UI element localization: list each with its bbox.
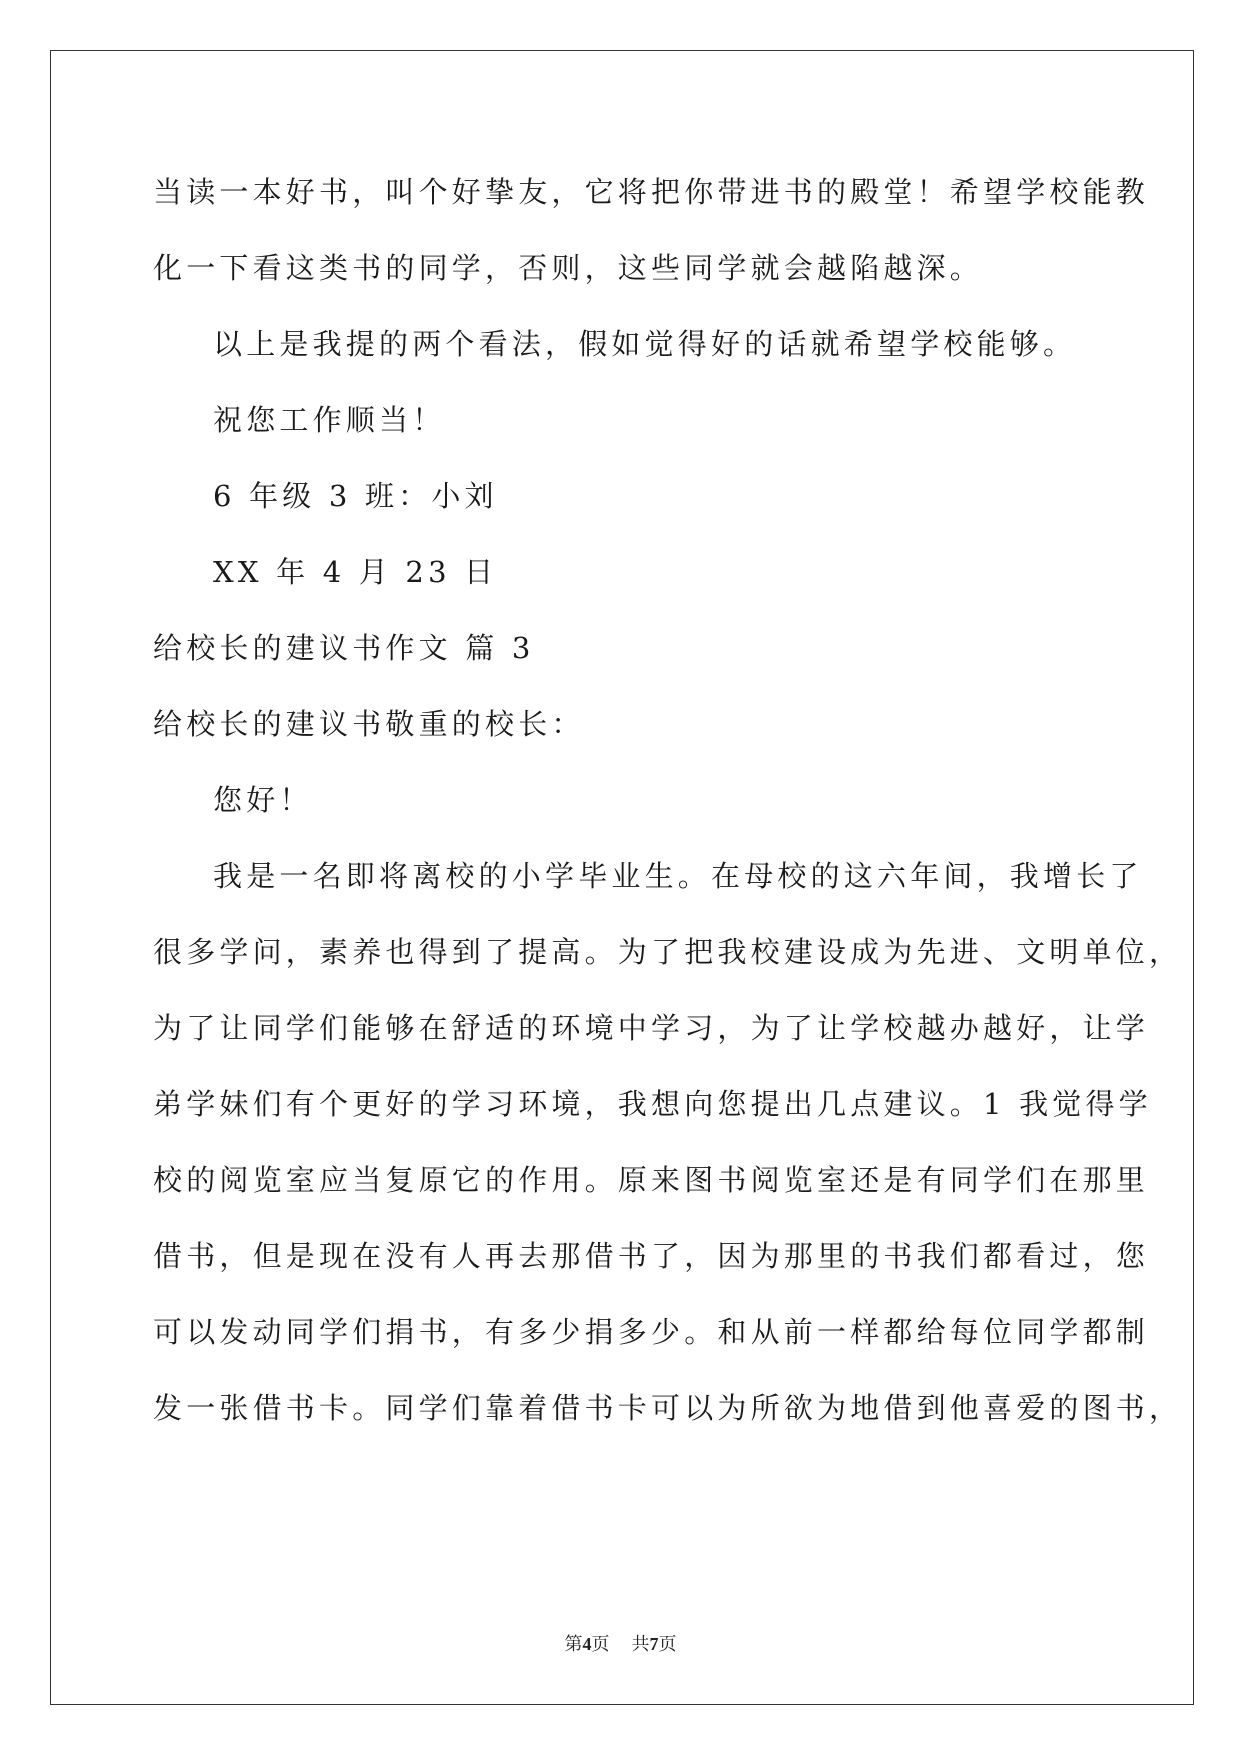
- body-line-2: 化一下看这类书的同学，否则，这些同学就会越陷越深。: [153, 251, 984, 285]
- body-line-16: 可以发动同学们捐书，有多少捐多少。和从前一样都给每位同学都制: [153, 1315, 1150, 1349]
- body-paragraph-opinion: 以上是我提的两个看法，假如觉得好的话就希望学校能够。: [213, 327, 1077, 361]
- page-suffix: 页: [591, 1634, 610, 1655]
- signature-date: XX 年 4 月 23 日: [213, 555, 498, 589]
- total-prefix: 共: [631, 1634, 650, 1655]
- body-line-13: 弟学妹们有个更好的学习环境，我想向您提出几点建议。1 我觉得学: [153, 1087, 1152, 1121]
- signature-class: 6 年级 3 班：小刘: [213, 479, 498, 513]
- body-line-15: 借书，但是现在没有人再去那借书了，因为那里的书我们都看过，您: [153, 1239, 1150, 1273]
- letter-salutation: 给校长的建议书敬重的校长：: [153, 707, 585, 741]
- page-footer: [0, 1630, 1241, 1656]
- total-suffix: 页: [658, 1634, 677, 1655]
- body-line-14: 校的阅览室应当复原它的作用。原来图书阅览室还是有同学们在那里: [153, 1163, 1150, 1197]
- greeting: 您好！: [213, 783, 313, 817]
- page-prefix: 第: [564, 1634, 583, 1655]
- body-line-11: 很多学问，素养也得到了提高。为了把我校建设成为先进、文明单位，: [153, 935, 1183, 969]
- body-line-12: 为了让同学们能够在舒适的环境中学习，为了让学校越办越好，让学: [153, 1011, 1150, 1045]
- page-current: 4: [582, 1634, 592, 1654]
- closing-wish: 祝您工作顺当！: [213, 403, 446, 437]
- section-heading: 给校长的建议书作文 篇 3: [153, 631, 535, 665]
- body-line-10: 我是一名即将离校的小学毕业生。在母校的这六年间，我增长了: [213, 859, 1143, 893]
- page-total: 7: [649, 1634, 659, 1654]
- body-line-17: 发一张借书卡。同学们靠着借书卡可以为所欲为地借到他喜爱的图书，: [153, 1391, 1183, 1425]
- body-line-1: 当读一本好书，叫个好挚友，它将把你带进书的殿堂！希望学校能教: [153, 175, 1150, 209]
